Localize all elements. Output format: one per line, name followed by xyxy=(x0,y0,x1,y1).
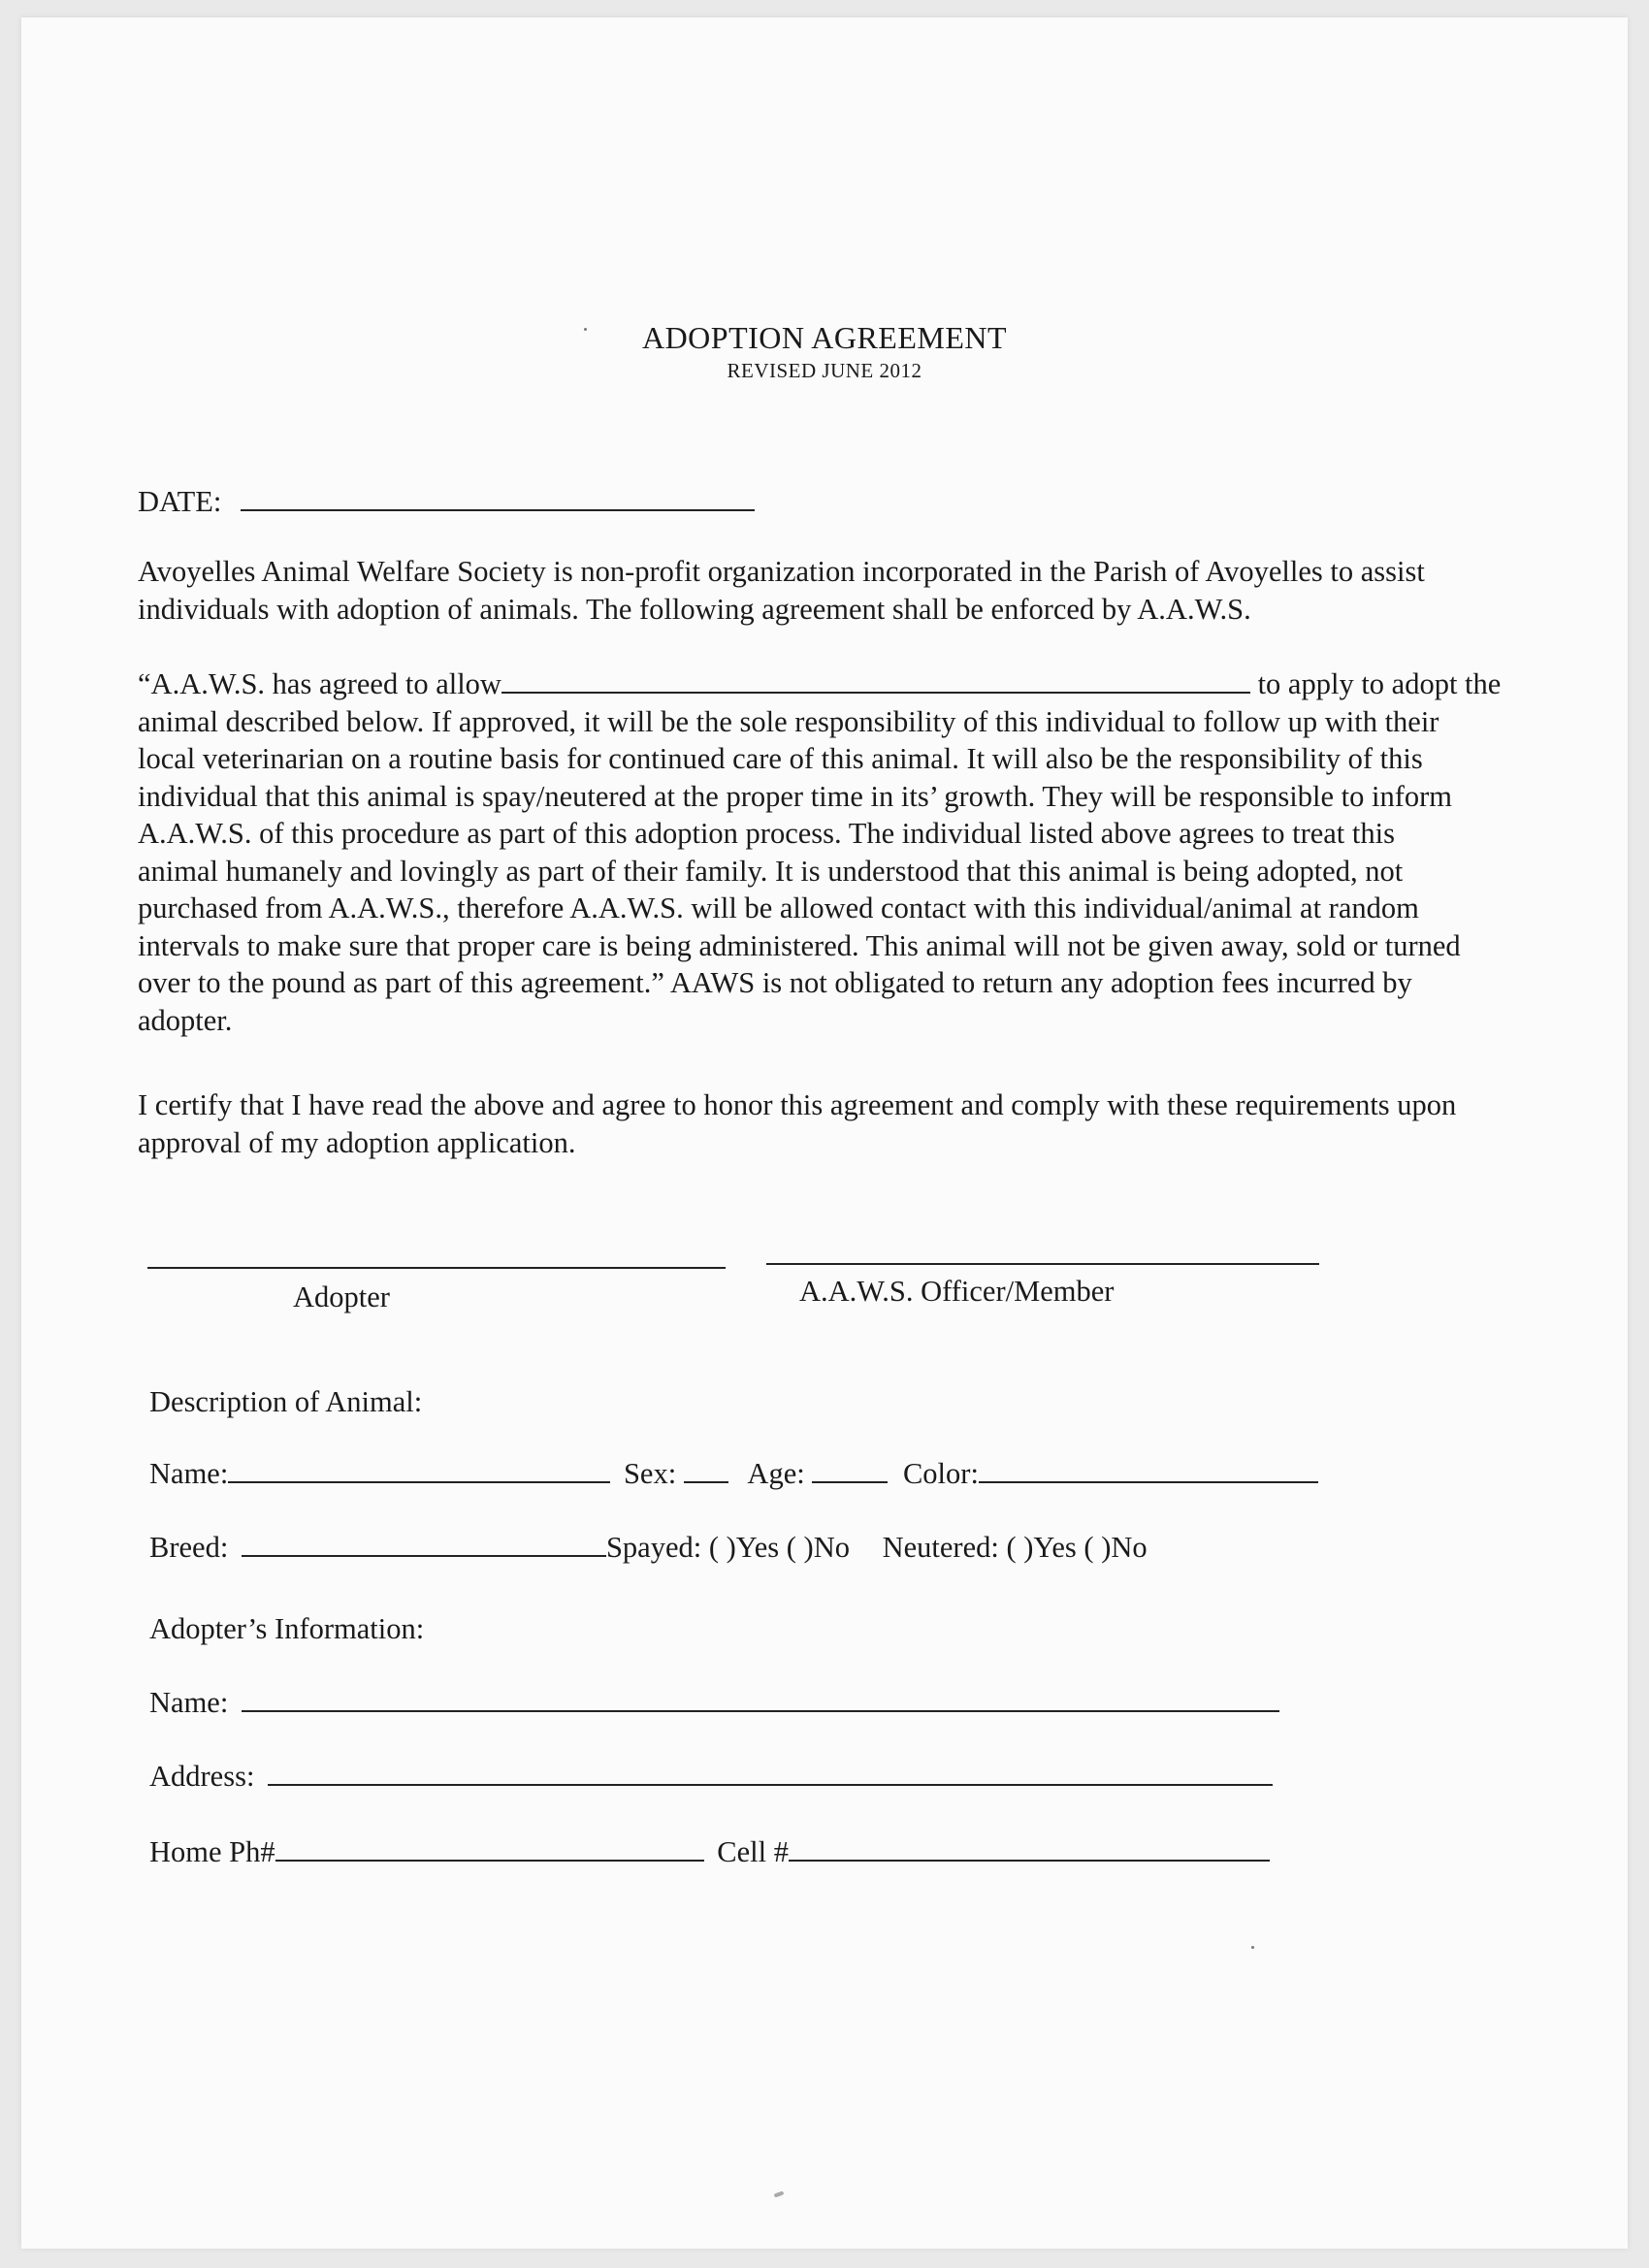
animal-sex-label: Sex: xyxy=(623,1457,677,1490)
agreement-line: purchased from A.A.W.S., therefore A.A.W.S. will be allowed contact with this individual/animal at random xyxy=(138,891,1419,924)
animal-breed-field[interactable] xyxy=(242,1555,606,1557)
certify-line: approval of my adoption application. xyxy=(138,1125,576,1159)
agreement-line: intervals to make sure that proper care is being administered. This animal will not be given away, sold or turned xyxy=(138,928,1461,962)
agreement-line: over to the pound as part of this agreement.” AAWS is not obligated to return any adoption fees incurred by xyxy=(138,966,1412,999)
date-field-line[interactable] xyxy=(241,509,755,511)
scan-speck xyxy=(774,2190,785,2197)
animal-section-heading: Description of Animal: xyxy=(149,1385,423,1418)
document-title: ADOPTION AGREEMENT xyxy=(641,320,1008,355)
adopter-name-blank[interactable] xyxy=(501,692,1250,694)
neutered-options[interactable]: Neutered: ( )Yes ( )No xyxy=(882,1531,1148,1564)
animal-sex-field[interactable] xyxy=(684,1481,728,1483)
animal-name-label: Name: xyxy=(149,1457,229,1490)
intro-line: individuals with adoption of animals. The following agreement shall be enforced by A.A.W.S. xyxy=(138,592,1251,626)
document-page xyxy=(21,17,1628,2249)
agreement-line: A.A.W.S. of this procedure as part of this adoption process. The individual listed above agrees to treat this xyxy=(138,817,1395,850)
intro-line: Avoyelles Animal Welfare Society is non-profit organization incorporated in the Parish of Avoyelles to assist xyxy=(138,555,1425,588)
cell-phone-field[interactable] xyxy=(789,1860,1270,1862)
agreement-line: local veterinarian on a routine basis for continued care of this animal. It will also be the responsibility of this xyxy=(138,742,1423,775)
agreement-line: animal humanely and lovingly as part of their family. It is understood that this animal is being adopted, not xyxy=(138,854,1404,888)
agreement-first-line xyxy=(138,665,1602,703)
scan-speck xyxy=(1251,1946,1254,1949)
adopter-signature-line[interactable] xyxy=(147,1267,726,1269)
animal-color-label: Color: xyxy=(902,1457,979,1490)
intro-paragraph xyxy=(138,553,1602,628)
date-row xyxy=(138,485,755,519)
scan-speck xyxy=(584,328,587,331)
adopter-address-label: Address: xyxy=(149,1760,255,1793)
adopter-name-field[interactable] xyxy=(242,1710,1279,1712)
home-phone-field[interactable] xyxy=(275,1860,704,1862)
adopter-address-field[interactable] xyxy=(268,1784,1273,1786)
officer-signature-label: A.A.W.S. Officer/Member xyxy=(799,1275,1115,1308)
adopter-name-row xyxy=(149,1686,1279,1720)
adopter-signature-label: Adopter xyxy=(293,1280,390,1313)
officer-signature-line[interactable] xyxy=(766,1263,1319,1265)
animal-breed-label: Breed: xyxy=(149,1531,229,1564)
cell-phone-label: Cell # xyxy=(717,1835,789,1868)
animal-row-2 xyxy=(149,1531,1148,1565)
adopter-name-label: Name: xyxy=(149,1686,229,1719)
certify-line: I certify that I have read the above and agree to honor this agreement and comply with these requirements upon xyxy=(138,1088,1457,1121)
spayed-options[interactable]: Spayed: ( )Yes ( )No xyxy=(605,1531,850,1564)
animal-age-field[interactable] xyxy=(812,1481,888,1483)
animal-name-field[interactable] xyxy=(228,1481,610,1483)
adopter-info-heading: Adopter’s Information: xyxy=(149,1612,425,1645)
agreement-line: individual that this animal is spay/neutered at the proper time in its’ growth. They will be responsible to inform xyxy=(138,779,1453,813)
agreement-line: adopter. xyxy=(138,1003,233,1037)
agreement-lead: “A.A.W.S. has agreed to allow xyxy=(138,667,501,700)
certify-paragraph xyxy=(138,1086,1602,1161)
animal-row-1 xyxy=(149,1457,1318,1491)
home-phone-label: Home Ph# xyxy=(149,1835,275,1868)
animal-color-field[interactable] xyxy=(979,1481,1318,1483)
agreement-paragraph xyxy=(138,665,1602,1039)
agreement-after-blank: to apply to adopt the xyxy=(1257,667,1502,700)
animal-age-label: Age: xyxy=(747,1457,805,1490)
date-label: DATE: xyxy=(138,485,222,518)
adopter-phone-row xyxy=(149,1835,1270,1869)
document-subtitle: REVISED JUNE 2012 xyxy=(727,359,922,382)
agreement-line: animal described below. If approved, it will be the sole responsibility of this individual to follow up with their xyxy=(138,704,1439,738)
adopter-address-row xyxy=(149,1760,1273,1794)
